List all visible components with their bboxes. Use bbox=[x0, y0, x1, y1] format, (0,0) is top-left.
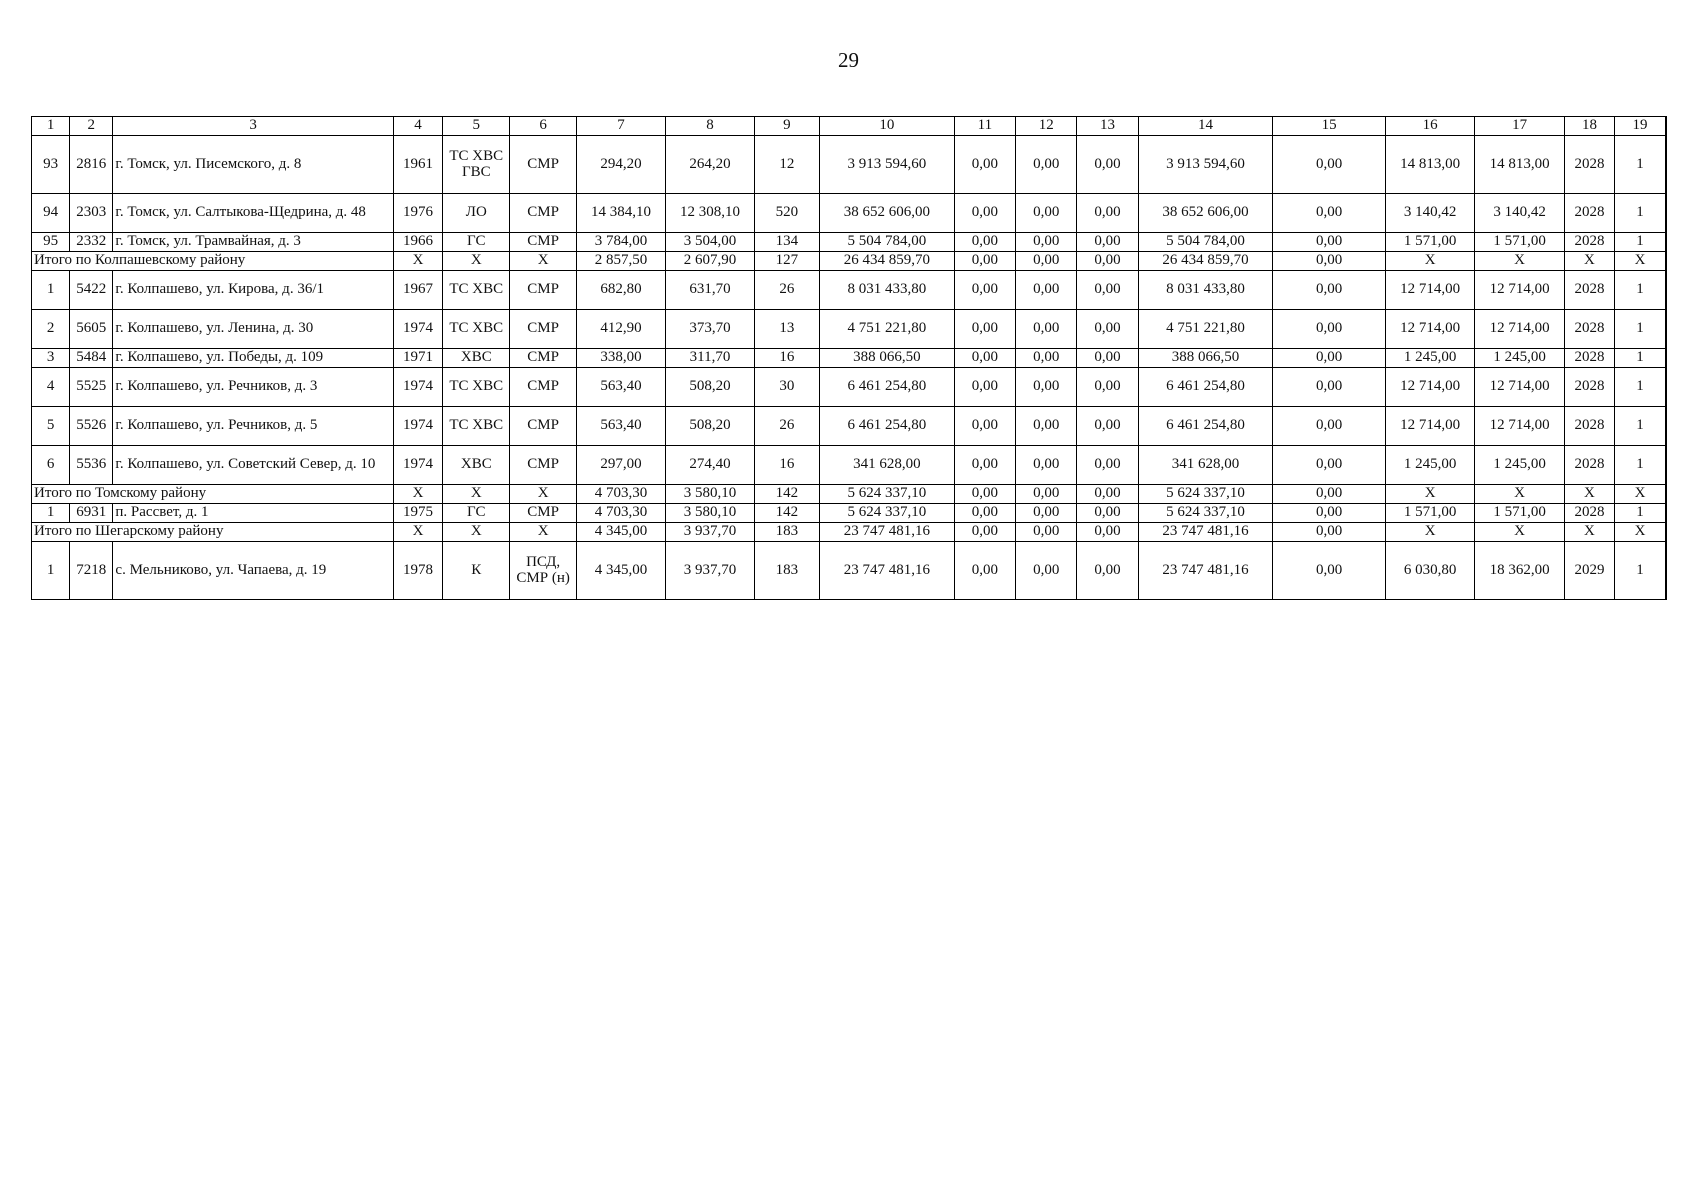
table-cell: 0,00 bbox=[1273, 368, 1386, 407]
table-cell: 0,00 bbox=[1016, 446, 1077, 485]
table-cell: 14 813,00 bbox=[1475, 136, 1564, 194]
table-cell: 3 580,10 bbox=[666, 485, 754, 504]
table-cell: 1 bbox=[1615, 542, 1666, 600]
table-cell: 95 bbox=[32, 233, 70, 252]
table-cell: 18 362,00 bbox=[1475, 542, 1564, 600]
table-cell: 0,00 bbox=[1077, 349, 1138, 368]
table-cell: 23 747 481,16 bbox=[1138, 542, 1273, 600]
table-cell: 1974 bbox=[393, 407, 442, 446]
table-row bbox=[32, 504, 1667, 523]
table-cell: 1 bbox=[1615, 349, 1666, 368]
table-cell: 0,00 bbox=[1016, 504, 1077, 523]
address-cell: п. Рассвет, д. 1 bbox=[113, 504, 393, 523]
table-row bbox=[32, 349, 1667, 368]
table-cell: 1 bbox=[1615, 136, 1666, 194]
table-cell: 6 461 254,80 bbox=[820, 407, 955, 446]
table-cell: 1 bbox=[1615, 446, 1666, 485]
table-cell: 0,00 bbox=[954, 504, 1015, 523]
table-cell: 388 066,50 bbox=[1138, 349, 1273, 368]
table-cell: 1 571,00 bbox=[1475, 233, 1564, 252]
table-cell: ХВС bbox=[443, 349, 510, 368]
table-cell: 5 624 337,10 bbox=[1138, 485, 1273, 504]
table-cell: СМР bbox=[510, 233, 576, 252]
table-cell: 563,40 bbox=[576, 368, 665, 407]
table-cell: СМР bbox=[510, 504, 576, 523]
table-cell: ЛО bbox=[443, 194, 510, 233]
table-cell: 2028 bbox=[1564, 271, 1614, 310]
table-cell: 0,00 bbox=[1077, 271, 1138, 310]
table-cell: 5605 bbox=[70, 310, 113, 349]
table-cell: 6 bbox=[32, 446, 70, 485]
table-cell: 5536 bbox=[70, 446, 113, 485]
column-number-header: 8 bbox=[666, 117, 754, 136]
table-cell: 30 bbox=[754, 368, 819, 407]
table-cell: 2 bbox=[32, 310, 70, 349]
table-cell: 0,00 bbox=[1077, 542, 1138, 600]
table-cell: 3 580,10 bbox=[666, 504, 754, 523]
table-cell: 5 bbox=[32, 407, 70, 446]
district-total-row bbox=[32, 485, 1667, 504]
table-cell: 23 747 481,16 bbox=[1138, 523, 1273, 542]
table-cell: СМР bbox=[510, 446, 576, 485]
table-cell: 0,00 bbox=[954, 523, 1015, 542]
table-cell: 631,70 bbox=[666, 271, 754, 310]
table-cell: 0,00 bbox=[1016, 523, 1077, 542]
table-cell: ПСД, СМР (н) bbox=[510, 542, 576, 600]
table-cell: 4 751 221,80 bbox=[820, 310, 955, 349]
table-cell: 0,00 bbox=[1273, 233, 1386, 252]
column-number-header: 16 bbox=[1385, 117, 1474, 136]
table-row bbox=[32, 271, 1667, 310]
table-cell: Х bbox=[1615, 523, 1666, 542]
table-cell: ТС ХВС bbox=[443, 310, 510, 349]
table-cell: 12 bbox=[754, 136, 819, 194]
table-cell: 0,00 bbox=[1273, 407, 1386, 446]
table-cell: 1 bbox=[32, 542, 70, 600]
column-number-header: 4 bbox=[393, 117, 442, 136]
address-cell: г. Колпашево, ул. Речников, д. 5 bbox=[113, 407, 393, 446]
table-cell: 134 bbox=[754, 233, 819, 252]
table-cell: Х bbox=[1615, 252, 1666, 271]
table-cell: 1 bbox=[1615, 271, 1666, 310]
table-cell: 0,00 bbox=[954, 136, 1015, 194]
table-cell: 7218 bbox=[70, 542, 113, 600]
table-cell: 127 bbox=[754, 252, 819, 271]
table-cell: 0,00 bbox=[1273, 446, 1386, 485]
table-cell: 1 bbox=[1615, 233, 1666, 252]
table-cell: 3 140,42 bbox=[1385, 194, 1474, 233]
table-cell: 0,00 bbox=[954, 407, 1015, 446]
table-cell: 0,00 bbox=[954, 485, 1015, 504]
table-cell: Х bbox=[443, 523, 510, 542]
table-cell: 38 652 606,00 bbox=[820, 194, 955, 233]
table-cell: Х bbox=[393, 485, 442, 504]
table-cell: 183 bbox=[754, 542, 819, 600]
table-cell: 6 461 254,80 bbox=[1138, 368, 1273, 407]
table-cell: СМР bbox=[510, 310, 576, 349]
table-row bbox=[32, 542, 1667, 600]
table-cell: 8 031 433,80 bbox=[1138, 271, 1273, 310]
table-cell: ТС ХВС bbox=[443, 271, 510, 310]
table-cell: 297,00 bbox=[576, 446, 665, 485]
table-cell: 0,00 bbox=[954, 271, 1015, 310]
table-cell: 1974 bbox=[393, 446, 442, 485]
table-cell: 5526 bbox=[70, 407, 113, 446]
table-cell: 0,00 bbox=[1273, 523, 1386, 542]
table-cell: 2816 bbox=[70, 136, 113, 194]
table-cell: ХВС bbox=[443, 446, 510, 485]
table-cell: 338,00 bbox=[576, 349, 665, 368]
table-cell: 0,00 bbox=[1077, 446, 1138, 485]
address-cell: г. Колпашево, ул. Победы, д. 109 bbox=[113, 349, 393, 368]
table-cell: 5 624 337,10 bbox=[1138, 504, 1273, 523]
capital-repair-table bbox=[31, 116, 1667, 600]
table-cell: 0,00 bbox=[1077, 368, 1138, 407]
table-cell: 563,40 bbox=[576, 407, 665, 446]
table-cell: 2028 bbox=[1564, 310, 1614, 349]
table-cell: 2 607,90 bbox=[666, 252, 754, 271]
address-cell: г. Томск, ул. Трамвайная, д. 3 bbox=[113, 233, 393, 252]
table-cell: 0,00 bbox=[1077, 407, 1138, 446]
table-cell: Х bbox=[1385, 252, 1474, 271]
table-cell: 12 714,00 bbox=[1385, 310, 1474, 349]
table-cell: 2028 bbox=[1564, 368, 1614, 407]
table-cell: 6 030,80 bbox=[1385, 542, 1474, 600]
address-cell: с. Мельниково, ул. Чапаева, д. 19 bbox=[113, 542, 393, 600]
table-cell: 341 628,00 bbox=[820, 446, 955, 485]
table-cell: Х bbox=[1385, 485, 1474, 504]
table-cell: 2303 bbox=[70, 194, 113, 233]
table-row bbox=[32, 233, 1667, 252]
column-number-header: 3 bbox=[113, 117, 393, 136]
table-cell: ТС ХВС bbox=[443, 368, 510, 407]
table-cell: 16 bbox=[754, 349, 819, 368]
table-cell: СМР bbox=[510, 349, 576, 368]
table-cell: Х bbox=[1475, 523, 1564, 542]
address-cell: г. Томск, ул. Писемского, д. 8 bbox=[113, 136, 393, 194]
table-cell: 388 066,50 bbox=[820, 349, 955, 368]
column-number-header: 7 bbox=[576, 117, 665, 136]
table-cell: 4 345,00 bbox=[576, 542, 665, 600]
table-cell: 0,00 bbox=[1273, 504, 1386, 523]
table-cell: 12 714,00 bbox=[1475, 368, 1564, 407]
table-cell: Х bbox=[510, 485, 576, 504]
table-cell: 1961 bbox=[393, 136, 442, 194]
table-cell: 0,00 bbox=[1077, 485, 1138, 504]
table-cell: Х bbox=[1564, 485, 1614, 504]
table-cell: 341 628,00 bbox=[1138, 446, 1273, 485]
table-cell: ТС ХВС ГВС bbox=[443, 136, 510, 194]
table-cell: 4 703,30 bbox=[576, 504, 665, 523]
table-cell: 38 652 606,00 bbox=[1138, 194, 1273, 233]
table-cell: 0,00 bbox=[1077, 136, 1138, 194]
address-cell: г. Томск, ул. Салтыкова-Щедрина, д. 48 bbox=[113, 194, 393, 233]
table-cell: ГС bbox=[443, 233, 510, 252]
table-cell: 0,00 bbox=[954, 349, 1015, 368]
table-cell: 1967 bbox=[393, 271, 442, 310]
table-cell: 1 bbox=[1615, 368, 1666, 407]
table-cell: 3 913 594,60 bbox=[1138, 136, 1273, 194]
table-cell: 0,00 bbox=[1273, 542, 1386, 600]
column-number-header: 9 bbox=[754, 117, 819, 136]
column-number-header: 13 bbox=[1077, 117, 1138, 136]
table-cell: 508,20 bbox=[666, 368, 754, 407]
table-cell: 6931 bbox=[70, 504, 113, 523]
table-cell: 0,00 bbox=[1016, 485, 1077, 504]
table-cell: 2 857,50 bbox=[576, 252, 665, 271]
table-cell: 1974 bbox=[393, 310, 442, 349]
table-cell: Х bbox=[443, 485, 510, 504]
table-cell: 5525 bbox=[70, 368, 113, 407]
address-cell: г. Колпашево, ул. Ленина, д. 30 bbox=[113, 310, 393, 349]
table-cell: 3 913 594,60 bbox=[820, 136, 955, 194]
table-cell: 0,00 bbox=[1016, 310, 1077, 349]
table-cell: 0,00 bbox=[1016, 233, 1077, 252]
district-total-label: Итого по Томскому району bbox=[32, 485, 394, 504]
table-cell: 94 bbox=[32, 194, 70, 233]
table-cell: 23 747 481,16 bbox=[820, 542, 955, 600]
table-cell: 1 bbox=[1615, 407, 1666, 446]
district-total-row bbox=[32, 523, 1667, 542]
address-cell: г. Колпашево, ул. Кирова, д. 36/1 bbox=[113, 271, 393, 310]
table-cell: 0,00 bbox=[1016, 194, 1077, 233]
page-number: 29 bbox=[838, 48, 859, 72]
table-cell: 1 bbox=[32, 504, 70, 523]
table-cell: 1966 bbox=[393, 233, 442, 252]
table-cell: 0,00 bbox=[1077, 504, 1138, 523]
table-cell: 0,00 bbox=[954, 446, 1015, 485]
column-number-row bbox=[32, 117, 1667, 136]
address-cell: г. Колпашево, ул. Речников, д. 3 bbox=[113, 368, 393, 407]
column-number-header: 18 bbox=[1564, 117, 1614, 136]
table-cell: 311,70 bbox=[666, 349, 754, 368]
table-cell: 1 245,00 bbox=[1385, 446, 1474, 485]
table-cell: 264,20 bbox=[666, 136, 754, 194]
table-row bbox=[32, 407, 1667, 446]
table-cell: 142 bbox=[754, 485, 819, 504]
table-cell: 0,00 bbox=[954, 368, 1015, 407]
table-cell: 0,00 bbox=[1273, 194, 1386, 233]
table-cell: 12 714,00 bbox=[1475, 310, 1564, 349]
column-number-header: 1 bbox=[32, 117, 70, 136]
table-cell: 1975 bbox=[393, 504, 442, 523]
table-cell: 2028 bbox=[1564, 194, 1614, 233]
table-cell: 2332 bbox=[70, 233, 113, 252]
table-cell: 2028 bbox=[1564, 136, 1614, 194]
table-cell: 93 bbox=[32, 136, 70, 194]
table-cell: 0,00 bbox=[954, 542, 1015, 600]
table-cell: 412,90 bbox=[576, 310, 665, 349]
table-cell: 0,00 bbox=[1016, 542, 1077, 600]
table-cell: 14 813,00 bbox=[1385, 136, 1474, 194]
district-total-row bbox=[32, 252, 1667, 271]
table-cell: 0,00 bbox=[1016, 407, 1077, 446]
table-cell: 1 571,00 bbox=[1475, 504, 1564, 523]
table-cell: 1974 bbox=[393, 368, 442, 407]
table-cell: 14 384,10 bbox=[576, 194, 665, 233]
table-cell: 5 504 784,00 bbox=[820, 233, 955, 252]
table-cell: СМР bbox=[510, 136, 576, 194]
table-cell: 0,00 bbox=[1077, 194, 1138, 233]
table-row bbox=[32, 136, 1667, 194]
table-cell: 3 937,70 bbox=[666, 523, 754, 542]
table-cell: 1971 bbox=[393, 349, 442, 368]
district-total-label: Итого по Колпашевскому району bbox=[32, 252, 394, 271]
table-cell: 26 bbox=[754, 407, 819, 446]
table-cell: Х bbox=[393, 252, 442, 271]
table-cell: 5422 bbox=[70, 271, 113, 310]
table-cell: 0,00 bbox=[1273, 310, 1386, 349]
table-cell: 0,00 bbox=[1016, 252, 1077, 271]
table-cell: 3 140,42 bbox=[1475, 194, 1564, 233]
table-cell: 1 571,00 bbox=[1385, 504, 1474, 523]
table-cell: 0,00 bbox=[954, 310, 1015, 349]
table-cell: 13 bbox=[754, 310, 819, 349]
table-cell: 1 bbox=[1615, 194, 1666, 233]
table-cell: 12 308,10 bbox=[666, 194, 754, 233]
table-cell: 3 784,00 bbox=[576, 233, 665, 252]
table-cell: Х bbox=[443, 252, 510, 271]
table-cell: ТС ХВС bbox=[443, 407, 510, 446]
column-number-header: 19 bbox=[1615, 117, 1666, 136]
table-row bbox=[32, 310, 1667, 349]
table-cell: Х bbox=[510, 523, 576, 542]
table-cell: 2028 bbox=[1564, 407, 1614, 446]
table-cell: 1 245,00 bbox=[1385, 349, 1474, 368]
column-number-header: 6 bbox=[510, 117, 576, 136]
column-number-header: 10 bbox=[820, 117, 955, 136]
column-number-header: 11 bbox=[954, 117, 1015, 136]
table-cell: 3 937,70 bbox=[666, 542, 754, 600]
table-row bbox=[32, 368, 1667, 407]
table-cell: 520 bbox=[754, 194, 819, 233]
table-cell: 5484 bbox=[70, 349, 113, 368]
column-number-header: 17 bbox=[1475, 117, 1564, 136]
table-cell: 142 bbox=[754, 504, 819, 523]
column-number-header: 12 bbox=[1016, 117, 1077, 136]
table-cell: 0,00 bbox=[954, 252, 1015, 271]
table-cell: Х bbox=[1564, 252, 1614, 271]
table-cell: Х bbox=[1475, 485, 1564, 504]
column-number-header: 2 bbox=[70, 117, 113, 136]
column-number-header: 15 bbox=[1273, 117, 1386, 136]
table-cell: 1978 bbox=[393, 542, 442, 600]
table-cell: 4 703,30 bbox=[576, 485, 665, 504]
table-cell: 183 bbox=[754, 523, 819, 542]
table-cell: Х bbox=[1615, 485, 1666, 504]
table-cell: СМР bbox=[510, 368, 576, 407]
table-cell: 8 031 433,80 bbox=[820, 271, 955, 310]
table-cell: 0,00 bbox=[1016, 368, 1077, 407]
table-cell: 682,80 bbox=[576, 271, 665, 310]
column-number-header: 5 bbox=[443, 117, 510, 136]
table-cell: 0,00 bbox=[1077, 252, 1138, 271]
table-cell: К bbox=[443, 542, 510, 600]
table-cell: 5 504 784,00 bbox=[1138, 233, 1273, 252]
table-cell: Х bbox=[1385, 523, 1474, 542]
table-cell: 4 345,00 bbox=[576, 523, 665, 542]
table-cell: 26 bbox=[754, 271, 819, 310]
table-cell: 1 bbox=[1615, 310, 1666, 349]
table-cell: 274,40 bbox=[666, 446, 754, 485]
table-row bbox=[32, 446, 1667, 485]
table-cell: 5 624 337,10 bbox=[820, 504, 955, 523]
table-cell: 373,70 bbox=[666, 310, 754, 349]
table-row bbox=[32, 194, 1667, 233]
table-cell: 12 714,00 bbox=[1385, 271, 1474, 310]
column-number-header: 14 bbox=[1138, 117, 1273, 136]
table-cell: 0,00 bbox=[1016, 136, 1077, 194]
table-cell: ГС bbox=[443, 504, 510, 523]
table-cell: 294,20 bbox=[576, 136, 665, 194]
table-cell: 1 571,00 bbox=[1385, 233, 1474, 252]
table-cell: 0,00 bbox=[1273, 271, 1386, 310]
table-cell: 2028 bbox=[1564, 504, 1614, 523]
table-cell: 5 624 337,10 bbox=[820, 485, 955, 504]
table-cell: 2029 bbox=[1564, 542, 1614, 600]
table-cell: Х bbox=[1564, 523, 1614, 542]
table-cell: Х bbox=[1475, 252, 1564, 271]
table-cell: 1976 bbox=[393, 194, 442, 233]
table-cell: 16 bbox=[754, 446, 819, 485]
table-cell: 1 bbox=[1615, 504, 1666, 523]
table-cell: 0,00 bbox=[1273, 252, 1386, 271]
table-cell: 0,00 bbox=[1077, 233, 1138, 252]
table-cell: 12 714,00 bbox=[1385, 368, 1474, 407]
table-cell: 1 bbox=[32, 271, 70, 310]
table-cell: 2028 bbox=[1564, 233, 1614, 252]
table-cell: 12 714,00 bbox=[1475, 407, 1564, 446]
table-cell: СМР bbox=[510, 271, 576, 310]
table-cell: 3 bbox=[32, 349, 70, 368]
table-cell: 26 434 859,70 bbox=[1138, 252, 1273, 271]
table-cell: 0,00 bbox=[1273, 136, 1386, 194]
table-cell: 0,00 bbox=[1016, 271, 1077, 310]
table-cell: Х bbox=[393, 523, 442, 542]
table-cell: СМР bbox=[510, 407, 576, 446]
table-cell: 23 747 481,16 bbox=[820, 523, 955, 542]
district-total-label: Итого по Шегарскому району bbox=[32, 523, 394, 542]
table-cell: 4 751 221,80 bbox=[1138, 310, 1273, 349]
table-cell: 26 434 859,70 bbox=[820, 252, 955, 271]
table-cell: Х bbox=[510, 252, 576, 271]
table-cell: 6 461 254,80 bbox=[1138, 407, 1273, 446]
table-cell: 4 bbox=[32, 368, 70, 407]
table-cell: 0,00 bbox=[954, 233, 1015, 252]
table-cell: 0,00 bbox=[1273, 349, 1386, 368]
table-cell: 0,00 bbox=[1077, 523, 1138, 542]
table-body bbox=[32, 136, 1667, 600]
table-cell: 1 245,00 bbox=[1475, 349, 1564, 368]
address-cell: г. Колпашево, ул. Советский Север, д. 10 bbox=[113, 446, 393, 485]
table-cell: 12 714,00 bbox=[1385, 407, 1474, 446]
table-cell: 3 504,00 bbox=[666, 233, 754, 252]
table-cell: 2028 bbox=[1564, 349, 1614, 368]
table-cell: 0,00 bbox=[1016, 349, 1077, 368]
table-cell: 0,00 bbox=[1077, 310, 1138, 349]
table-cell: 508,20 bbox=[666, 407, 754, 446]
table-cell: 0,00 bbox=[1273, 485, 1386, 504]
table-cell: 1 245,00 bbox=[1475, 446, 1564, 485]
table-cell: 0,00 bbox=[954, 194, 1015, 233]
table-cell: 2028 bbox=[1564, 446, 1614, 485]
table-cell: 12 714,00 bbox=[1475, 271, 1564, 310]
table-cell: 6 461 254,80 bbox=[820, 368, 955, 407]
table-cell: СМР bbox=[510, 194, 576, 233]
